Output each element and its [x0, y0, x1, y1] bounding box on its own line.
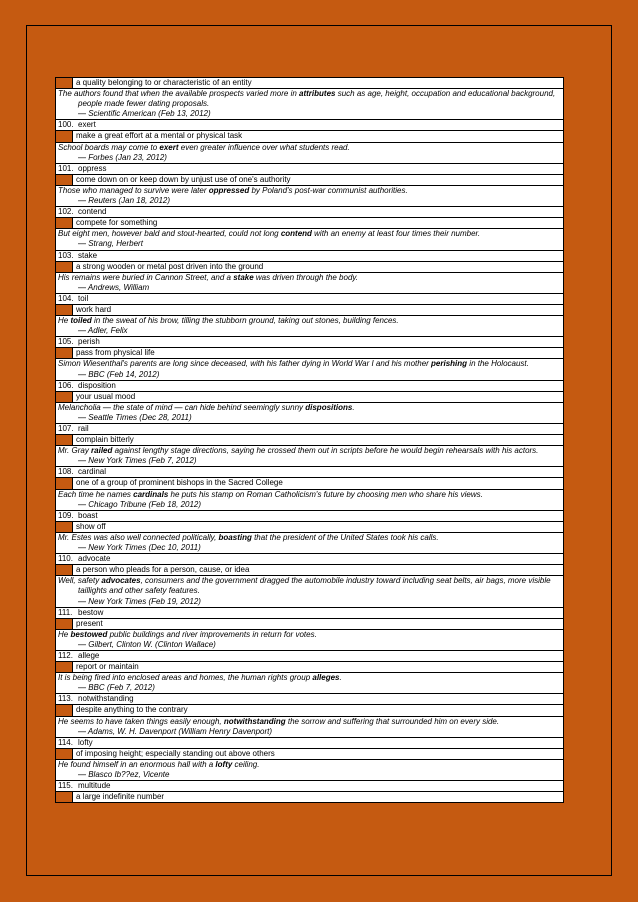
definition-row	[56, 704, 563, 715]
definition-text: present	[72, 619, 563, 629]
definition-marker	[56, 522, 72, 532]
word-row	[56, 553, 563, 564]
word-term: stake	[78, 250, 98, 260]
word-row	[56, 163, 563, 174]
example-sentence	[58, 89, 563, 99]
word-row	[56, 466, 563, 477]
word-row	[56, 423, 563, 434]
definition-row	[56, 661, 563, 672]
definition-marker	[56, 619, 72, 629]
definition-text: of imposing height; especially standing out above others	[72, 749, 563, 759]
example-keyword: notwithstanding	[223, 716, 286, 726]
definition-row	[56, 477, 563, 488]
definition-text: report or maintain	[72, 662, 563, 672]
example-text-after: such as age, height, occupation and educational background,	[335, 89, 556, 99]
word-term: bestow	[78, 607, 104, 617]
definition-marker	[56, 175, 72, 185]
example-text-after: he puts his stamp on Roman Catholicism's future by choosing men who share his views.	[168, 489, 483, 499]
example-sentence	[58, 229, 563, 239]
example-text-before: His remains were buried in Cannon Street, and a	[58, 272, 234, 282]
definition-marker	[56, 131, 72, 141]
example-sentence	[58, 403, 563, 413]
definition-row	[56, 130, 563, 141]
example-text-before: It is being fired into enclosed areas and homes, the human rights group	[58, 673, 313, 683]
example-source: — BBC (Feb 14, 2012)	[78, 369, 160, 379]
word-term: exert	[78, 120, 96, 130]
example-keyword: attributes	[299, 89, 336, 99]
definition-text: despite anything to the contrary	[72, 705, 563, 715]
example-keyword: advocates	[101, 576, 141, 586]
example-source: — Chicago Tribune (Feb 18, 2012)	[78, 499, 202, 509]
example-text-before: The authors found that when the available prospects varied more in	[58, 89, 300, 99]
definition-marker	[56, 262, 72, 272]
example-row	[56, 759, 563, 780]
example-text-before: Mr. Gray	[58, 446, 92, 456]
word-number: 105.	[58, 337, 74, 347]
example-text-before: Simon Wiesenthal's parents are long since deceased, with his father dying in World War I and his mother	[58, 359, 432, 369]
example-text-before: Those who managed to survive were later	[58, 185, 209, 195]
word-number: 110.	[58, 554, 73, 564]
word-number: 101.	[58, 163, 74, 173]
example-row	[56, 629, 563, 650]
definition-marker	[56, 348, 72, 358]
example-text-after: even greater influence over what students read.	[178, 142, 350, 152]
word-number: 104.	[58, 293, 74, 303]
definition-marker	[56, 218, 72, 228]
example-text-after: .	[352, 402, 355, 412]
example-text-after: with an enemy at least four times their number.	[311, 229, 481, 239]
example-sentence	[58, 760, 563, 770]
example-source: — Scientific American (Feb 13, 2012)	[78, 109, 211, 119]
definition-row	[56, 304, 563, 315]
example-text-before: He seems to have taken things easily enough,	[58, 716, 224, 726]
example-source: — Adams, W. H. Davenport (William Henry Davenport)	[78, 726, 273, 736]
example-row	[56, 88, 563, 119]
word-row	[56, 250, 563, 261]
definition-text: complain bitterly	[72, 435, 563, 445]
example-row	[56, 402, 563, 423]
example-text-before: Mr. Estes was also well connected politically,	[58, 532, 219, 542]
definition-marker	[56, 392, 72, 402]
definition-row	[56, 174, 563, 185]
word-row	[56, 737, 563, 748]
vocabulary-table	[55, 77, 564, 803]
example-text-after: ceiling.	[232, 759, 260, 769]
definition-text: a strong wooden or metal post driven into the ground	[72, 262, 563, 272]
example-text-before: Melancholia — the state of mind — can hide behind seemingly sunny	[58, 402, 306, 412]
definition-text: one of a group of prominent bishops in the Sacred College	[72, 478, 563, 488]
example-text-after: was driven through the body.	[253, 272, 359, 282]
word-term: contend	[78, 207, 107, 217]
definition-row	[56, 434, 563, 445]
example-source: — BBC (Feb 7, 2012)	[78, 683, 155, 693]
example-keyword: alleges	[312, 673, 340, 683]
word-number: 108.	[58, 467, 74, 477]
example-text-before: He	[58, 316, 71, 326]
example-row	[56, 716, 563, 737]
example-row	[56, 142, 563, 163]
example-continuation: taillights and other safety features.	[78, 586, 200, 596]
word-number: 107.	[58, 424, 74, 433]
word-number: 114.	[58, 737, 73, 747]
example-source: — New York Times (Feb 7, 2012)	[78, 456, 197, 466]
word-term: boast	[78, 510, 98, 520]
example-source: — Reuters (Jan 18, 2012)	[78, 196, 171, 206]
word-number: 113.	[58, 694, 73, 704]
example-text-after: the sorrow and suffering that surrounded him on every side.	[285, 716, 500, 726]
example-keyword: boasting	[218, 532, 252, 542]
example-keyword: exert	[159, 142, 179, 152]
word-term: cardinal	[78, 467, 107, 477]
example-row	[56, 672, 563, 693]
example-sentence	[58, 316, 563, 326]
definition-row	[56, 78, 563, 88]
example-row	[56, 575, 563, 606]
example-text-after: in the Holocaust.	[467, 359, 529, 369]
definition-row	[56, 391, 563, 402]
word-row	[56, 607, 563, 618]
word-term: oppress	[78, 163, 107, 173]
example-text-before: He found himself in an enormous hall with a	[58, 759, 216, 769]
word-term: allege	[78, 650, 100, 660]
definition-row	[56, 791, 563, 802]
example-text-after: .	[339, 673, 342, 683]
example-text-before: Each time he names	[58, 489, 134, 499]
example-sentence	[58, 576, 563, 586]
word-row	[56, 650, 563, 661]
example-text-after: public buildings and river improvements in return for votes.	[107, 629, 317, 639]
example-text-after: , consumers and the government dragged the automobile industry toward including seat belts, air bags, more visible	[140, 576, 551, 586]
example-row	[56, 445, 563, 466]
word-term: rail	[78, 424, 89, 433]
definition-text: make a great effort at a mental or physical task	[72, 131, 563, 141]
word-number: 111.	[58, 607, 73, 617]
example-sentence	[58, 630, 563, 640]
example-source: — Andrews, William	[78, 282, 150, 292]
definition-text: a quality belonging to or characteristic of an entity	[72, 78, 563, 88]
definition-row	[56, 347, 563, 358]
example-text-before: School boards may come to	[58, 142, 160, 152]
example-text-after: in the sweat of his brow, tilling the stubborn ground, taking out stones, building fences.	[91, 316, 399, 326]
example-source: — Seattle Times (Dec 28, 2011)	[78, 412, 192, 422]
example-row	[56, 358, 563, 379]
definition-marker	[56, 749, 72, 759]
example-sentence	[58, 490, 563, 500]
word-number: 102.	[58, 207, 74, 217]
definition-row	[56, 748, 563, 759]
definition-row	[56, 521, 563, 532]
example-keyword: bestowed	[70, 629, 108, 639]
word-term: multitude	[78, 781, 111, 791]
example-sentence	[58, 717, 563, 727]
definition-marker	[56, 565, 72, 575]
example-text-after: by Poland's post-war communist authorities.	[249, 185, 408, 195]
example-sentence	[58, 186, 563, 196]
word-term: notwithstanding	[78, 694, 134, 704]
word-term: disposition	[78, 380, 116, 390]
example-row	[56, 272, 563, 293]
example-keyword: toiled	[70, 316, 92, 326]
word-number: 100.	[58, 120, 74, 130]
word-row	[56, 119, 563, 130]
example-text-before: Well, safety	[58, 576, 102, 586]
definition-marker	[56, 705, 72, 715]
example-keyword: perishing	[431, 359, 468, 369]
definition-row	[56, 564, 563, 575]
definition-marker	[56, 478, 72, 488]
example-row	[56, 228, 563, 249]
example-sentence	[58, 533, 563, 543]
example-keyword: oppressed	[208, 185, 250, 195]
definition-text: a large indefinite number	[72, 792, 563, 802]
example-text-after: against lengthy stage directions, saying he crossed them out in scripts before he would begin rehearsals with his actors.	[112, 446, 539, 456]
word-number: 112.	[58, 650, 73, 660]
definition-text: a person who pleads for a person, cause, or idea	[72, 565, 563, 575]
word-term: toil	[78, 293, 89, 303]
definition-row	[56, 618, 563, 629]
word-number: 103.	[58, 250, 74, 260]
example-row	[56, 185, 563, 206]
word-row	[56, 336, 563, 347]
word-term: perish	[78, 337, 100, 347]
definition-text: work hard	[72, 305, 563, 315]
example-keyword: railed	[91, 446, 113, 456]
word-term: lofty	[78, 737, 93, 747]
example-keyword: cardinals	[133, 489, 169, 499]
example-source: — Gilbert, Clinton W. (Clinton Wallace)	[78, 639, 216, 649]
example-sentence	[58, 673, 563, 683]
example-sentence	[58, 446, 563, 456]
definition-row	[56, 217, 563, 228]
definition-text: pass from physical life	[72, 348, 563, 358]
example-source: — Adler, Felix	[78, 326, 128, 336]
example-source: — New York Times (Feb 19, 2012)	[78, 596, 201, 606]
definition-text: your usual mood	[72, 392, 563, 402]
example-source: — Blasco Ib??ez, Vicente	[78, 770, 170, 779]
example-source: — Forbes (Jan 23, 2012)	[78, 152, 167, 162]
definition-marker	[56, 435, 72, 445]
example-sentence	[58, 273, 563, 283]
definition-text: compete for something	[72, 218, 563, 228]
definition-row	[56, 261, 563, 272]
definition-text: show off	[72, 522, 563, 532]
word-row	[56, 380, 563, 391]
example-sentence	[58, 143, 563, 153]
word-row	[56, 206, 563, 217]
word-row	[56, 693, 563, 704]
word-row	[56, 293, 563, 304]
word-number: 106.	[58, 380, 74, 390]
word-row	[56, 510, 563, 521]
example-continuation: people made fewer dating proposals.	[78, 99, 210, 109]
definition-marker	[56, 305, 72, 315]
example-sentence	[58, 359, 563, 369]
example-text-before: But eight men, however bald and stout-hearted, could not long	[58, 229, 281, 239]
example-keyword: stake	[233, 272, 254, 282]
example-keyword: lofty	[215, 759, 233, 769]
example-keyword: dispositions	[305, 402, 353, 412]
definition-marker	[56, 662, 72, 672]
definition-marker	[56, 78, 72, 88]
example-source: — New York Times (Dec 10, 2011)	[78, 543, 201, 553]
example-row	[56, 532, 563, 553]
word-term: advocate	[78, 554, 111, 564]
definition-text: come down on or keep down by unjust use of one's authority	[72, 175, 563, 185]
word-number: 109.	[58, 510, 74, 520]
word-number: 115.	[58, 781, 73, 791]
definition-marker	[56, 792, 72, 802]
example-row	[56, 315, 563, 336]
word-row	[56, 780, 563, 791]
example-keyword: contend	[280, 229, 312, 239]
example-text-after: that the president of the United States took his calls.	[251, 532, 439, 542]
example-row	[56, 489, 563, 510]
example-text-before: He	[58, 629, 71, 639]
example-source: — Strang, Herbert	[78, 239, 143, 249]
